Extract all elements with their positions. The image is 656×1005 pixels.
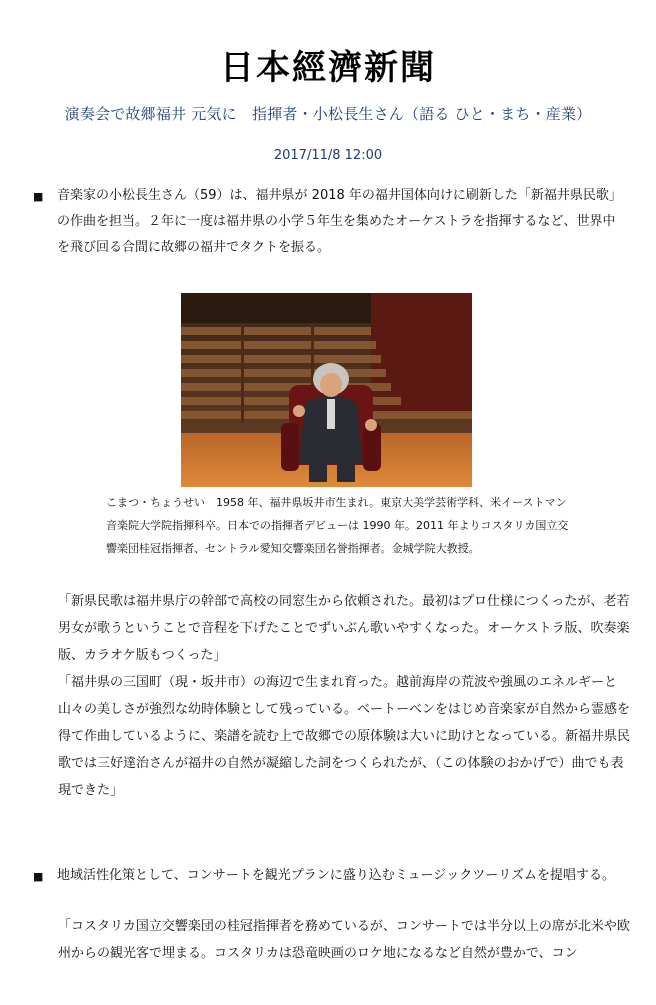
article-dateline: 2017/11/8 12:00 bbox=[273, 148, 383, 163]
section-bullet-2: ■ bbox=[33, 870, 44, 883]
concert-hall-photo-illustration bbox=[181, 293, 472, 487]
quote-3: 「コスタリカ国立交響楽団の桂冠指揮者を務めているが、コンサートでは半分以上の席が北米や欧州からの観光客で埋まる。コスタリカは恐竜映画のロケ地になるなど自然が豊かで、コン bbox=[58, 919, 630, 961]
section-bullet-1: ■ bbox=[33, 190, 44, 203]
quote-block-1 bbox=[58, 588, 630, 804]
conductor-photo bbox=[181, 293, 472, 487]
tourism-paragraph: 地域活性化策として、コンサートを観光プランに盛り込むミュージックツーリズムを提唱する。 bbox=[57, 868, 615, 883]
quote-2: 「福井県の三国町（現・坂井市）の海辺で生まれ育った。越前海岸の荒波や強風のエネルギーと山々の美しさが強烈な幼時体験として残っている。ベートーベンをはじめ音楽家が自然から霊感を得て作曲しているように、楽譜を読む上で故郷での原体験は大いに助けとなっている。新福井県民歌では三好達治さんが福井の自然が凝縮した詞をつくられたが、（この体験のおかげで）曲でも表現できた」 bbox=[58, 675, 631, 798]
article-headline: 演奏会で故郷福井 元気に 指揮者・小松長生さん（語る ひと・まち・産業） bbox=[64, 105, 592, 123]
photo-caption: こまつ・ちょうせい 1958 年、福井県坂井市生まれ。東京大美学芸術学科、米イーストマン音楽院大学院指揮科卒。日本での指揮者デビューは 1990 年。2011 年よりコスタリカ国立交響楽団桂冠指揮者、セントラル愛知交響楽団名誉指揮者。金城学院大教授。 bbox=[106, 496, 569, 555]
intro-paragraph: 音楽家の小松長生さん（59）は、福井県が 2018 年の福井国体向けに刷新した「新福井県民歌」の作曲を担当。２年に一度は福井県の小学５年生を集めたオーケストラを指揮するなど、世界中を飛び回る合間に故郷の福井でタクトを振る。 bbox=[57, 188, 622, 255]
newspaper-masthead: 日本經濟新聞 bbox=[220, 48, 436, 88]
quote-1: 「新県民歌は福井県庁の幹部で高校の同窓生から依頼された。最初はプロ仕様につくったが、老若男女が歌うということで音程を下げたことでずいぶん歌いやすくなった。オーケストラ版、吹奏楽版、カラオケ版もつくった」 bbox=[58, 594, 630, 663]
